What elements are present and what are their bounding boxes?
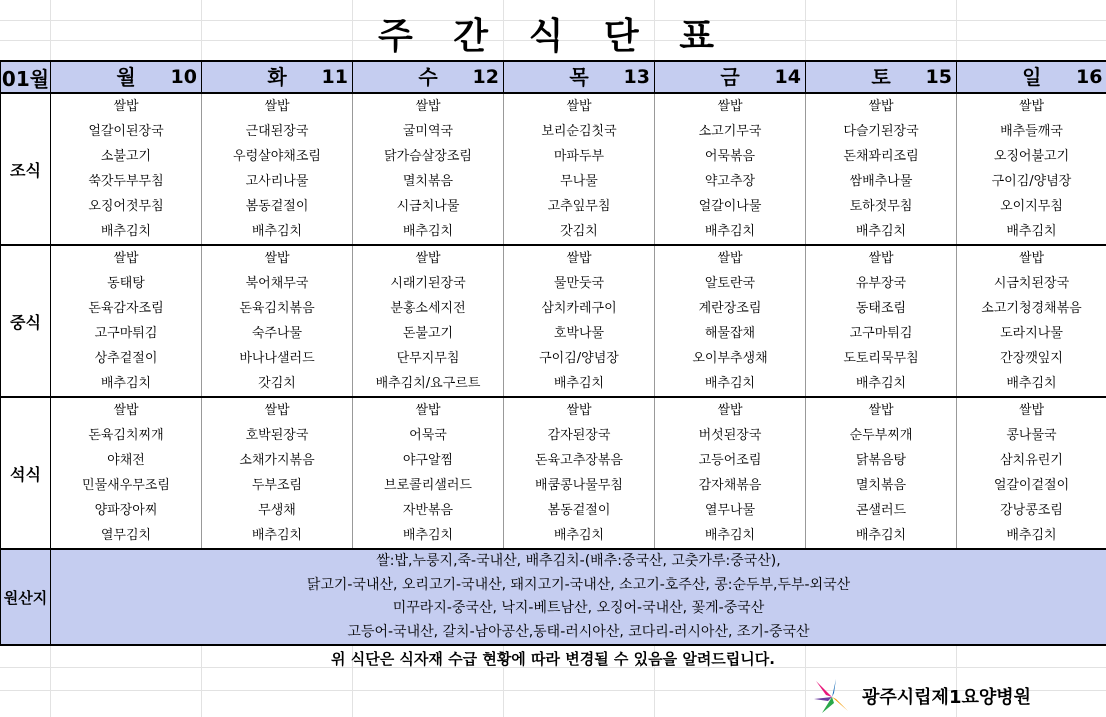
dish-cell: 토하젓무침	[806, 194, 957, 219]
dish-cell: 바나나샐러드	[202, 346, 353, 371]
dish-cell: 쌀밥	[504, 397, 655, 423]
dish-cell: 굴미역국	[353, 119, 504, 144]
origin-line: 미꾸라지-중국산, 낙지-베트남산, 오징어-국내산, 꽃게-중국산	[392, 600, 765, 616]
dish-cell: 배추김치	[806, 219, 957, 245]
meal-row	[1, 346, 1106, 371]
dish-cell: 오징어젓무침	[51, 194, 202, 219]
day-number: 10	[170, 66, 197, 88]
dish-cell: 약고추장	[655, 169, 806, 194]
day-number: 16	[1076, 66, 1103, 88]
dish-cell: 배추김치	[504, 523, 655, 549]
dish-cell: 브로콜리샐러드	[353, 473, 504, 498]
dish-cell: 삼치카레구이	[504, 296, 655, 321]
day-header	[806, 61, 957, 93]
dish-cell: 자반볶음	[353, 498, 504, 523]
dish-cell: 두부조림	[202, 473, 353, 498]
dish-cell: 근대된장국	[202, 119, 353, 144]
dish-cell: 소고기청경채볶음	[957, 296, 1106, 321]
menu-table	[0, 60, 1106, 646]
origin-line: 고등어-국내산, 갈치-남아공산,동태-러시아산, 코다리-러시아산, 조기-중국산	[347, 623, 810, 640]
dish-cell: 봄동겉절이	[202, 194, 353, 219]
dish-cell: 도토리묵무침	[806, 346, 957, 371]
meal-row	[1, 271, 1106, 296]
dish-cell: 배쿰콩나물무침	[504, 473, 655, 498]
origin-label: 원산지	[1, 549, 51, 645]
menu-body	[1, 61, 1106, 645]
dish-cell: 쌀밥	[957, 397, 1106, 423]
dish-cell: 쌀밥	[51, 245, 202, 271]
dish-cell: 무생채	[202, 498, 353, 523]
dish-cell: 버섯된장국	[655, 423, 806, 448]
day-header	[51, 61, 202, 93]
dish-cell: 닭가슴살장조림	[353, 144, 504, 169]
dish-cell: 고구마튀김	[51, 321, 202, 346]
dish-cell: 호박된장국	[202, 423, 353, 448]
dish-cell: 배추김치	[957, 523, 1106, 549]
dish-cell: 계란장조림	[655, 296, 806, 321]
dish-cell: 쌀밥	[655, 93, 806, 119]
meal-row	[1, 119, 1106, 144]
dish-cell: 쌀밥	[353, 397, 504, 423]
dish-cell: 도라지나물	[957, 321, 1106, 346]
meal-row	[1, 423, 1106, 448]
dish-cell: 배추김치	[202, 219, 353, 245]
dish-cell: 단무지무침	[353, 346, 504, 371]
day-header	[202, 61, 353, 93]
dish-cell: 해물잡채	[655, 321, 806, 346]
dish-cell: 야구알찜	[353, 448, 504, 473]
meal-row	[1, 371, 1106, 397]
dish-cell: 쌀밥	[806, 397, 957, 423]
day-name: 토	[871, 65, 891, 89]
dish-cell: 배추김치	[806, 523, 957, 549]
dish-cell: 열무나물	[655, 498, 806, 523]
meal-row	[1, 397, 1106, 423]
dish-cell: 강낭콩조림	[957, 498, 1106, 523]
dish-cell: 마파두부	[504, 144, 655, 169]
dish-cell: 고구마튀김	[806, 321, 957, 346]
origin-info	[51, 549, 1106, 645]
day-name: 금	[720, 65, 740, 89]
meal-row	[1, 473, 1106, 498]
day-name: 일	[1022, 65, 1042, 89]
dish-cell: 오이부추생채	[655, 346, 806, 371]
page-title: 주 간 식 단 표	[377, 16, 728, 57]
hospital-logo-icon	[812, 675, 852, 715]
dish-cell: 고추잎무침	[504, 194, 655, 219]
dish-cell: 물만둣국	[504, 271, 655, 296]
meal-row	[1, 498, 1106, 523]
dish-cell: 숙주나물	[202, 321, 353, 346]
dish-cell: 시금치나물	[353, 194, 504, 219]
dish-cell: 시래기된장국	[353, 271, 504, 296]
dish-cell: 알토란국	[655, 271, 806, 296]
dish-cell: 민물새우무조림	[51, 473, 202, 498]
dish-cell: 배추김치	[504, 371, 655, 397]
dish-cell: 배추김치	[957, 219, 1106, 245]
day-number: 14	[774, 66, 801, 88]
meal-row	[1, 245, 1106, 271]
dish-cell: 쌀밥	[202, 93, 353, 119]
dish-cell: 배추김치	[655, 523, 806, 549]
dish-cell: 돈불고기	[353, 321, 504, 346]
notice-text: 위 식단은 식자재 수급 현황에 따라 변경될 수 있음을 알려드립니다.	[331, 650, 775, 668]
dish-cell: 보리순김칫국	[504, 119, 655, 144]
dish-cell: 유부장국	[806, 271, 957, 296]
dish-cell: 쌀밥	[202, 245, 353, 271]
dish-cell: 야채전	[51, 448, 202, 473]
dish-cell: 상추겉절이	[51, 346, 202, 371]
dish-cell: 배추김치	[957, 371, 1106, 397]
origin-line: 쌀:밥,누룽지,죽-국내산, 배추김치-(배추:중국산, 고춧가루:중국산),	[376, 553, 781, 569]
day-number: 11	[321, 66, 348, 88]
dish-cell: 오징어불고기	[957, 144, 1106, 169]
dish-cell: 멸치볶음	[353, 169, 504, 194]
dish-cell: 쌀밥	[957, 93, 1106, 119]
dish-cell: 쌀밥	[806, 93, 957, 119]
meal-row	[1, 169, 1106, 194]
dish-cell: 쌀밥	[806, 245, 957, 271]
dish-cell: 얼갈이된장국	[51, 119, 202, 144]
dish-cell: 소불고기	[51, 144, 202, 169]
header-row	[1, 61, 1106, 93]
dish-cell: 쌀밥	[655, 397, 806, 423]
hospital-name: 광주시립제1요양병원	[862, 687, 1032, 708]
dish-cell: 돈육김치볶음	[202, 296, 353, 321]
origin-row	[1, 549, 1106, 645]
dish-cell: 갓김치	[202, 371, 353, 397]
dish-cell: 감자채볶음	[655, 473, 806, 498]
meal-row	[1, 144, 1106, 169]
dish-cell: 쌀밥	[51, 93, 202, 119]
dish-cell: 순두부찌개	[806, 423, 957, 448]
dish-cell: 열무김치	[51, 523, 202, 549]
dish-cell: 배추김치	[202, 523, 353, 549]
dish-cell: 오이지무침	[957, 194, 1106, 219]
dish-cell: 배추김치	[806, 371, 957, 397]
dish-cell: 소고기무국	[655, 119, 806, 144]
dish-cell: 배추김치	[655, 219, 806, 245]
day-name: 목	[569, 65, 589, 89]
dish-cell: 배추김치	[353, 219, 504, 245]
meal-row	[1, 448, 1106, 473]
dish-cell: 쑥갓두부무침	[51, 169, 202, 194]
day-header	[655, 61, 806, 93]
dish-cell: 배추김치	[353, 523, 504, 549]
meal-row	[1, 194, 1106, 219]
dish-cell: 배추김치/요구르트	[353, 371, 504, 397]
dish-cell: 콩나물국	[957, 423, 1106, 448]
meal-label: 중식	[1, 245, 51, 397]
dish-cell: 구이김/양념장	[504, 346, 655, 371]
dish-cell: 고등어조림	[655, 448, 806, 473]
day-name: 화	[267, 65, 287, 89]
dish-cell: 쌀밥	[51, 397, 202, 423]
meal-label: 조식	[1, 93, 51, 245]
dish-cell: 쌀밥	[504, 245, 655, 271]
dish-cell: 호박나물	[504, 321, 655, 346]
dish-cell: 배추들깨국	[957, 119, 1106, 144]
dish-cell: 돈육고추장볶음	[504, 448, 655, 473]
day-number: 15	[925, 66, 952, 88]
dish-cell: 봄동겉절이	[504, 498, 655, 523]
dish-cell: 쌀밥	[504, 93, 655, 119]
dish-cell: 멸치볶음	[806, 473, 957, 498]
dish-cell: 무나물	[504, 169, 655, 194]
dish-cell: 시금치된장국	[957, 271, 1106, 296]
dish-cell: 분홍소세지전	[353, 296, 504, 321]
dish-cell: 쌀밥	[655, 245, 806, 271]
day-name: 수	[418, 65, 438, 89]
day-number: 13	[623, 66, 650, 88]
day-number: 12	[472, 66, 499, 88]
dish-cell: 배추김치	[51, 219, 202, 245]
dish-cell: 콘샐러드	[806, 498, 957, 523]
dish-cell: 닭볶음탕	[806, 448, 957, 473]
dish-cell: 얼갈이나물	[655, 194, 806, 219]
dish-cell: 어묵볶음	[655, 144, 806, 169]
dish-cell: 고사리나물	[202, 169, 353, 194]
origin-line: 닭고기-국내산, 오리고기-국내산, 돼지고기-국내산, 소고기-호주산, 콩:순두부,두부-외국산	[306, 576, 851, 593]
dish-cell: 다슬기된장국	[806, 119, 957, 144]
meal-row	[1, 523, 1106, 549]
day-header	[957, 61, 1106, 93]
dish-cell: 쌀밥	[957, 245, 1106, 271]
dish-cell: 갓김치	[504, 219, 655, 245]
dish-cell: 북어채무국	[202, 271, 353, 296]
dish-cell: 쌀밥	[353, 245, 504, 271]
dish-cell: 구이김/양념장	[957, 169, 1106, 194]
meal-label: 석식	[1, 397, 51, 549]
meal-row	[1, 296, 1106, 321]
dish-cell: 동태탕	[51, 271, 202, 296]
day-header	[504, 61, 655, 93]
dish-cell: 돈육감자조림	[51, 296, 202, 321]
dish-cell: 얼갈이겉절이	[957, 473, 1106, 498]
dish-cell: 돈채꽈리조림	[806, 144, 957, 169]
dish-cell: 간장깻잎지	[957, 346, 1106, 371]
dish-cell: 배추김치	[51, 371, 202, 397]
dish-cell: 소채가지볶음	[202, 448, 353, 473]
meal-row	[1, 93, 1106, 119]
dish-cell: 양파장아찌	[51, 498, 202, 523]
month-label: 01월	[1, 61, 51, 93]
dish-cell: 쌀밥	[202, 397, 353, 423]
dish-cell: 삼치유린기	[957, 448, 1106, 473]
dish-cell: 쌈배추나물	[806, 169, 957, 194]
meal-row	[1, 219, 1106, 245]
meal-row	[1, 321, 1106, 346]
dish-cell: 쌀밥	[353, 93, 504, 119]
day-header	[353, 61, 504, 93]
day-name: 월	[116, 65, 136, 89]
dish-cell: 배추김치	[655, 371, 806, 397]
dish-cell: 어묵국	[353, 423, 504, 448]
dish-cell: 동태조림	[806, 296, 957, 321]
dish-cell: 돈육김치찌개	[51, 423, 202, 448]
dish-cell: 우렁살야채조림	[202, 144, 353, 169]
dish-cell: 감자된장국	[504, 423, 655, 448]
